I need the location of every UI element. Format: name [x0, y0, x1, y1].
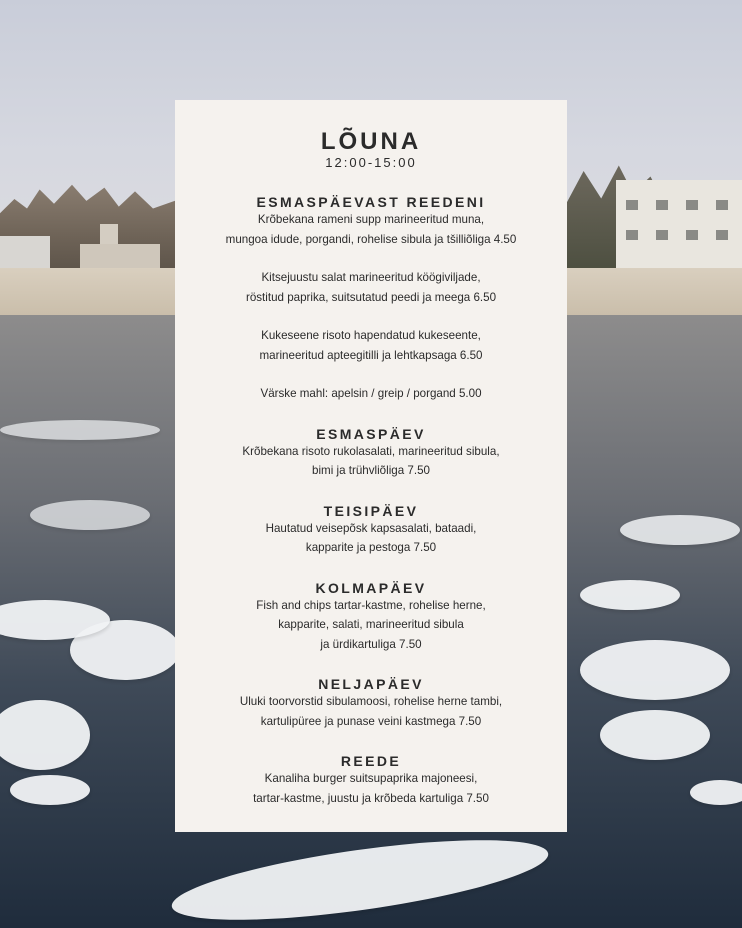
menu-item-line: bimi ja trühvliõliga 7.50 — [312, 464, 430, 477]
building-left-2 — [80, 244, 160, 270]
building-right — [616, 180, 742, 270]
ice-floe — [620, 515, 740, 545]
menu-item-line: kartulipüree ja punase veini kastmega 7.50 — [260, 714, 482, 728]
ice-floe — [690, 780, 742, 805]
menu-section — [175, 753, 567, 808]
menu-item-line: marineeritud apteegitilli ja lehtkapsaga 6.50 — [259, 348, 483, 362]
menu-item-line: röstitud paprika, suitsutatud peedi ja meega 6.50 — [245, 290, 497, 304]
menu-item-line: kapparite, salati, marineeritud sibula — [278, 618, 464, 631]
ice-floe — [10, 775, 90, 805]
menu-item-line: Krõbekana risoto rukolasalati, marineeritud sibula, — [242, 444, 500, 458]
menu-item-line: Uluki toorvorstid sibulamoosi, rohelise herne tambi, — [239, 695, 503, 708]
menu-section — [175, 676, 567, 731]
menu-item — [175, 692, 567, 731]
menu-item — [175, 268, 567, 307]
menu-item-line: Kukeseene risoto hapendatud kukeseente, — [261, 329, 481, 342]
menu-item-line: Kitsejuustu salat marineeritud köögiviljade, — [261, 271, 481, 284]
menu-item — [175, 210, 567, 249]
section-heading: ESMASPÄEVAST REEDENI — [256, 194, 486, 210]
section-heading: ESMASPÄEV — [316, 425, 426, 442]
tower — [100, 224, 118, 244]
menu-item-line: tartar-kastme, juustu ja krõbeda kartuliga 7.50 — [253, 791, 489, 805]
ice-floe — [580, 580, 680, 610]
menu-hours: 12:00-15:00 — [325, 155, 417, 170]
menu-item-line: Hautatud veisepõsk kapsasalati, bataadi, — [265, 521, 477, 535]
section-heading: TEISIPÄEV — [323, 502, 419, 519]
menu-item-line: ja ürdikartuliga 7.50 — [320, 637, 422, 651]
building-left — [0, 236, 50, 270]
section-heading: REEDE — [340, 753, 402, 769]
menu-section — [175, 580, 567, 655]
ice-floe — [600, 710, 710, 760]
menu-item — [175, 596, 567, 655]
menu-item-line: Fish and chips tartar-kastme, rohelise herne, — [256, 598, 486, 612]
section-heading: NELJAPÄEV — [318, 676, 424, 692]
menu-item-line: Krõbekana rameni supp marineeritud muna, — [257, 213, 485, 226]
section-heading: KOLMAPÄEV — [315, 579, 427, 596]
menu-section — [175, 503, 567, 558]
menu-item-line: kapparite ja pestoga 7.50 — [305, 541, 437, 554]
menu-item — [175, 442, 567, 481]
menu-item-line: Kanaliha burger suitsupaprika majoneesi, — [264, 772, 478, 785]
ice-floe — [30, 500, 150, 530]
menu-title: LÕUNA — [320, 128, 422, 155]
ice-floe — [580, 640, 730, 700]
menu-item — [175, 384, 567, 404]
menu-section — [175, 426, 567, 481]
menu-section — [175, 194, 567, 404]
menu-item — [175, 326, 567, 365]
menu-item-line: mungoa idude, porgandi, rohelise sibula ja tšilliõliga 4.50 — [225, 232, 517, 246]
menu-sections — [175, 194, 567, 808]
menu-item — [175, 519, 567, 558]
ice-floe — [0, 420, 160, 440]
menu-item — [175, 769, 567, 808]
menu-card — [175, 100, 567, 832]
menu-item-line: Värske mahl: apelsin / greip / porgand 5.00 — [260, 387, 482, 400]
